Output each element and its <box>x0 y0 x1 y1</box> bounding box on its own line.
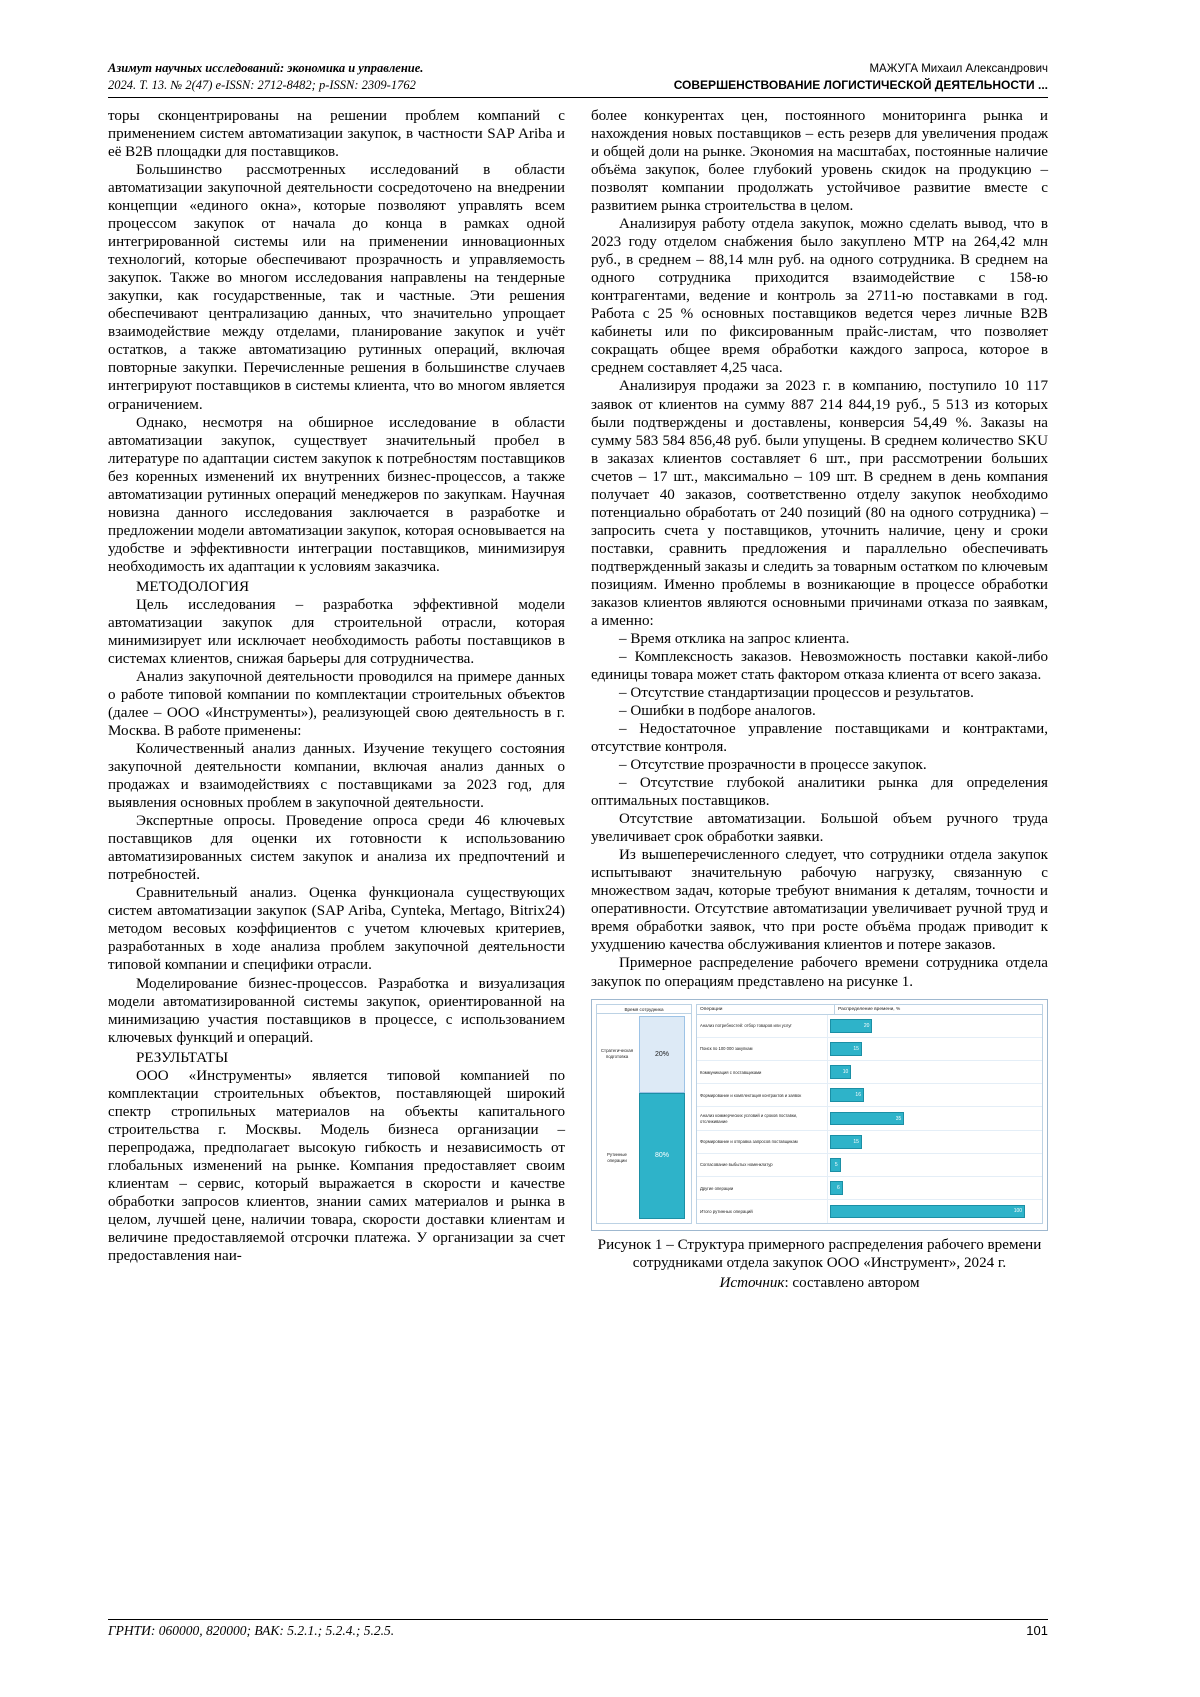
running-head <box>108 60 1048 98</box>
list-item: – Время отклика на запрос клиента. <box>619 630 850 647</box>
paragraph: Большинство рассмотренных исследований в области автоматизации закупочной деятельности сосредоточено на внедрении концепции «единого окна», которые позволяют управлять всем процессом закупок от начала до конца в рамках одной интегрированной системы или на применении инновационных технологий, которые обеспечивают прозрачность и управляемость закупок. Также во многом исследования направлены на тендерные закупки, как государственные, так и частные. Эти решения обеспечивают централизацию данных, что значительно упрощает взаимодействие между отделами, планирование закупок и учёт остатков, а также автоматизацию рутинных операций, включая повторные закупки. Перечисленные решения в большинстве случаев интегрируют поставщиков в системы клиента, что во многом является ограничением. <box>108 162 565 413</box>
row-value: 15 <box>853 1045 859 1052</box>
table-row <box>697 1015 1042 1038</box>
table-row <box>697 1154 1042 1177</box>
figure-image <box>591 999 1048 1231</box>
section-heading-results: РЕЗУЛЬТАТЫ <box>136 1049 229 1066</box>
article-title: СОВЕРШЕНСТВОВАНИЕ ЛОГИСТИЧЕСКОЙ ДЕЯТЕЛЬНОСТИ ... <box>673 78 1048 93</box>
row-label-total: Итого рутинных операций <box>697 1200 828 1222</box>
paragraph: Из вышеперечисленного следует, что сотрудники отдела закупок испытывают значительную рабочую нагрузку, связанную с множеством задач, которые требуют внимания к деталям, точности и оперативности. Отсутствие автоматизации увеличивает ручной труд и время обработки заявок, что при росте объёма продаж приводит к ухудшению качества обслуживания клиентов и потере заказов. <box>591 847 1048 954</box>
table-row <box>697 1061 1042 1084</box>
row-label: Коммуникация с поставщиками <box>697 1061 828 1083</box>
right-column <box>591 107 1048 1292</box>
paragraph: ООО «Инструменты» является типовой компанией по комплектации строительных объектов, поставляющей широкий спектр стропильных материалов на объекты капитального строительства г. Москвы. Модель бизнеса организации – перепродажа, предполагает высокую гибкость и независимость от глобальных изменений на рынке. Компания предоставляет своим клиентам – сервис, который выражается в скорости и качестве обработки запросов клиентов, знании самих материалов и рынка в целом, лучшей цене, наличии товара, скорости доставки клиентам и величине предоставляемой отсрочки платежа. У организации за счет предоставления наи- <box>108 1067 565 1264</box>
issue-line: 2024. Т. 13. № 2(47) e-ISSN: 2712-8482; p-ISSN: 2309-1762 <box>108 78 416 93</box>
chart-left-bar-strategic: 20% <box>639 1016 685 1093</box>
row-value: 6 <box>837 1185 840 1192</box>
row-label: Формирование и комплектация контрактов и заявок <box>697 1084 828 1106</box>
row-value: 20 <box>863 1022 870 1029</box>
chart-left-panel <box>596 1004 692 1224</box>
paragraph: Экспертные опросы. Проведение опроса среди 46 ключевых поставщиков для оценки их готовности к использованию автоматизированных систем закупок и анализа их предпочтений и потребностей. <box>108 813 565 884</box>
column-header-operations: Операции <box>697 1005 835 1014</box>
row-value-total: 100 <box>1013 1208 1023 1215</box>
figure-caption: Рисунок 1 – Структура примерного распределения рабочего времени сотрудниками отдела закупок ООО «Инструмент», 2024 г. <box>597 1236 1042 1271</box>
figure-1 <box>591 999 1048 1292</box>
row-value: 35 <box>895 1115 902 1122</box>
table-row <box>697 1131 1042 1154</box>
table-row <box>697 1038 1042 1061</box>
list-item: – Недостаточное управление поставщиками и контрактами, отсутствие контроля. <box>591 721 1048 756</box>
left-column <box>108 107 565 1292</box>
figure-source-text: : составлено автором <box>784 1274 920 1291</box>
body-columns <box>108 107 1048 1292</box>
figure-source-label: Источник <box>719 1274 785 1291</box>
table-row <box>697 1084 1042 1107</box>
row-value: 10 <box>842 1069 849 1076</box>
chart-left-label-routine: Рутинные операции <box>606 1152 628 1163</box>
column-header-time: Распределение времени, % <box>838 1006 901 1012</box>
paragraph: Однако, несмотря на обширное исследование в области автоматизации закупок, существует значительный пробел в литературе по адаптации систем закупок к потребностям поставщиков без коренных изменений их внутренних бизнес-процессов, а также автоматизации рутинных операций менеджеров по закупкам. Научная новизна данного исследования заключается в разработке и предложении модели автоматизации закупок, которая основывается на удобстве и эффективности интеграции поставщиков, минимизируя необходимость их адаптации к условиям заказчика. <box>108 414 565 575</box>
page-content <box>108 60 1048 1292</box>
paragraph: Цель исследования – разработка эффективной модели автоматизации закупок для строительной отрасли, которая минимизирует или исключает необходимость работы поставщиков в системах клиентов, снижая барьеры для сотрудничества. <box>108 596 565 667</box>
paragraph: Сравнительный анализ. Оценка функционала существующих систем автоматизации закупок (SAP Ariba, Cynteka, Mertago, Bitrix24) методом весовых коэффициентов с учетом ключевых критериев, разработанных в ходе анализа проблем закупочной деятельности типовой компании и специфики отрасли. <box>108 885 565 974</box>
paragraph: Анализируя продажи за 2023 г. в компанию, поступило 10 117 заявок от клиентов на сумму 887 214 844,19 руб., 5 513 из которых были подтверждены и доставлены, конверсия 54,49 %. Заказы на сумму 583 584 856,48 руб. были упущены. В среднем количество SKU в заказах клиентов составляет 6 шт., при рассмотрении больших счетов – 17 шт., максимально – 109 шт. В среднем в день компания получает 40 заказов, соответственно отделу закупок необходимо потенциально обработать от 240 позиций (80 на одного сотрудника) – запросить счета у поставщиков, уточнить наличие, цену и сроки поставки, сравнить предложения и параллельно обеспечивать подтвержденный заказы и следить за товарным остатком по ключевым позициям. Именно проблемы в возникающие в процессе обработки заказов клиентов являются основными причинами отказа по заявкам, а именно: <box>591 378 1048 629</box>
row-label: Формирование и отправка запросов поставщикам <box>697 1131 828 1153</box>
row-label: Согласование выбытых номенклатур <box>697 1154 828 1176</box>
table-row <box>697 1177 1042 1200</box>
chart-rows <box>697 1015 1042 1223</box>
list-item: – Комплексность заказов. Невозможность поставки какой-либо единицы товара может стать фактором отказа клиента от всего заказа. <box>591 648 1048 683</box>
table-row <box>697 1107 1042 1130</box>
paragraph: Отсутствие автоматизации. Большой объем ручного труда увеличивает срок обработки заявки. <box>591 811 1048 846</box>
chart-left-label-strategic: Стратегическая подготовка <box>600 1048 634 1059</box>
list-item: – Ошибки в подборе аналогов. <box>619 703 816 720</box>
paragraph: Моделирование бизнес-процессов. Разработка и визуализация модели автоматизированной системы закупок, ориентированной на минимизацию участия поставщиков в процессе, с использованием ключевых функций и операций. <box>108 975 565 1046</box>
figure-source <box>591 1275 1048 1292</box>
row-value: 15 <box>853 1138 859 1145</box>
list-item: – Отсутствие стандартизации процессов и результатов. <box>619 685 974 701</box>
paragraph: Анализируя работу отдела закупок, можно сделать вывод, что в 2023 году отделом снабжения было закуплено МТР на 264,42 млн руб., в среднем – 88,14 млн руб. на одного сотрудника. В среднем на одного сотрудника приходится взаимодействие с 158-ю контрагентами, ведение и контроль за 2711-ю поставками в год. Работа с 25 % основных поставщиков ведется через личные B2B кабинеты или по фиксированным прайс-листам, что позволяет сокращать общее время обработки каждого запроса, которое в среднем составляет 4,25 часа. <box>591 216 1048 377</box>
page-footer <box>108 1619 1048 1639</box>
row-value: 16 <box>855 1092 861 1099</box>
page-number: 101 <box>1026 1623 1048 1638</box>
row-label: Поиск по 100 000 закупкам <box>697 1038 828 1060</box>
header-divider <box>108 97 1048 98</box>
list-item: – Отсутствие прозрачности в процессе закупок. <box>619 757 927 774</box>
row-value: 5 <box>834 1161 838 1168</box>
footer-classification: ГРНТИ: 060000, 820000; ВАК: 5.2.1.; 5.2.4.; 5.2.5. <box>108 1623 395 1638</box>
paragraph: Количественный анализ данных. Изучение текущего состояния закупочной деятельности компании, включая анализ данных о продажах и взаимодействиях с поставщиками за 2023 год, для выявления основных проблем в закупочной деятельности. <box>108 741 565 812</box>
chart-operations-table <box>696 1004 1043 1224</box>
row-label: Анализ коммерческих условий и сроков поставки, отслеживание <box>697 1107 828 1129</box>
paragraph: Анализ закупочной деятельности проводился на примере данных о работе типовой компании по комплектации строительных объектов (далее – ООО «Инструменты»), реализующей свою деятельность в г. Москва. В работе применены: <box>108 668 565 740</box>
chart-left-bar-routine: 80% <box>639 1093 685 1218</box>
row-label: Анализ потребностей: отбор товаров или услуг <box>697 1015 828 1037</box>
article-author: МАЖУГА Михаил Александрович <box>869 63 1048 75</box>
section-heading-methodology: МЕТОДОЛОГИЯ <box>136 578 250 595</box>
chart-left-header: Время сотрудника <box>597 1005 691 1015</box>
row-label: Другие операции <box>697 1177 828 1199</box>
list-item: – Отсутствие глубокой аналитики рынка для определения оптимальных поставщиков. <box>591 775 1048 810</box>
paragraph: торы сконцентрированы на решении проблем компаний с применением систем автоматизации закупок, в частности SAP Ariba и её B2B площадки для поставщиков. <box>108 108 565 161</box>
footer-divider <box>108 1619 1048 1620</box>
paragraph: Примерное распределение рабочего времени сотрудника отдела закупок по операциям представлено на рисунке 1. <box>591 955 1048 990</box>
paragraph: более конкурентах цен, постоянного мониторинга рынка и нахождения новых поставщиков – есть резерв для увеличения продаж и общей доли на рынке. Экономия на масштабах, постоянные наличие объёма закупок, более глубокий уровень скидок на продукцию – позволят компании продолжать устойчивое развитие вместе с развитием рынка строительства в целом. <box>591 108 1048 215</box>
journal-title: Азимут научных исследований: экономика и управление. <box>108 61 424 75</box>
table-row-total <box>697 1200 1042 1222</box>
chart-left-labels <box>597 1014 637 1222</box>
